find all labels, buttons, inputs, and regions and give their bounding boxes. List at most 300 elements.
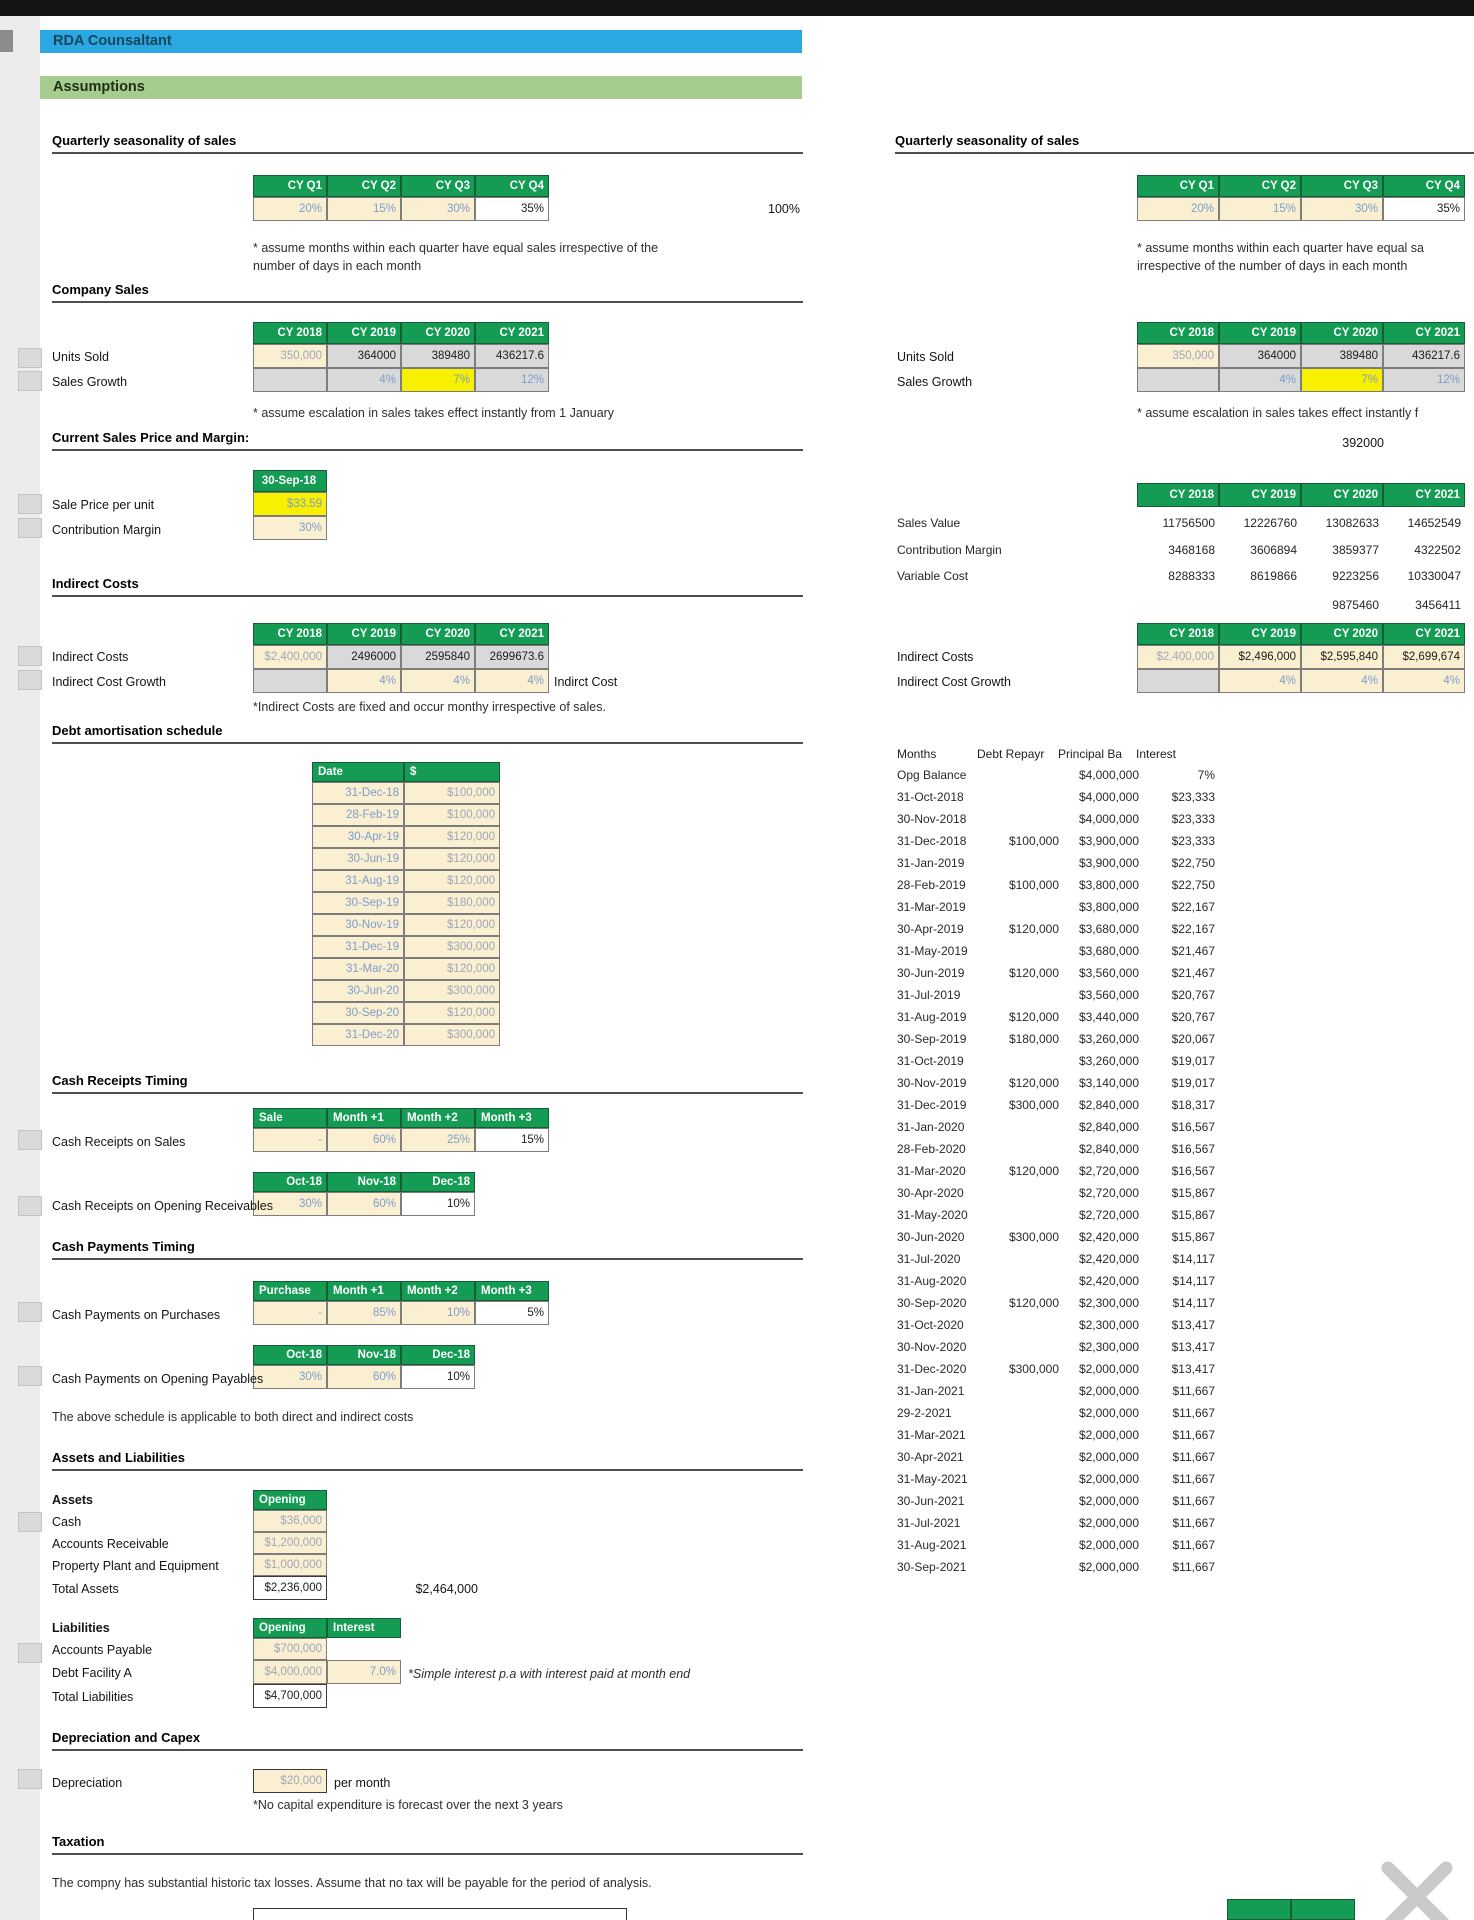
cell[interactable]: - [253, 1301, 327, 1325]
cell[interactable]: 389480 [1301, 344, 1383, 368]
cell[interactable]: 4% [401, 669, 475, 693]
cell[interactable]: $700,000 [253, 1638, 327, 1660]
cell[interactable]: $2,699,674 [1383, 645, 1465, 669]
date-cell[interactable]: 31-Dec-20 [312, 1024, 404, 1046]
cell[interactable]: $2,400,000 [1137, 645, 1219, 669]
repayment-cell [987, 988, 1059, 1010]
principal-cell: $2,420,000 [1078, 1230, 1139, 1244]
cell[interactable]: 2595840 [401, 645, 475, 669]
section-underline [52, 1749, 803, 1751]
debt-row[interactable] [312, 826, 500, 848]
column-header[interactable]: Month +1 [327, 1281, 401, 1301]
cell[interactable]: 15% [1219, 197, 1301, 221]
value[interactable]: 9875460 [1332, 598, 1379, 612]
debt-detail-row[interactable] [897, 1560, 1215, 1582]
debt-row[interactable] [312, 892, 500, 914]
section-underline [52, 742, 803, 744]
debt-detail-row[interactable] [897, 1516, 1215, 1538]
value[interactable]: 8619866 [1250, 569, 1297, 583]
interest-cell: $11,667 [1172, 1560, 1215, 1574]
date-cell[interactable]: 30-Apr-19 [312, 826, 404, 848]
header-row [253, 322, 549, 344]
debt-detail-row[interactable] [897, 1076, 1215, 1098]
cell[interactable] [1137, 669, 1219, 693]
helper-value: 392000 [1342, 436, 1384, 450]
repayment-cell [987, 1406, 1059, 1428]
repayment-cell [987, 812, 1059, 834]
row-stub [18, 1769, 42, 1789]
row-label: Total Liabilities [52, 1690, 134, 1704]
column-header[interactable]: CY 2018 [253, 623, 327, 645]
column-header[interactable]: CY 2019 [327, 623, 401, 645]
debt-row[interactable] [312, 958, 500, 980]
column-header: Principal Ba [1058, 747, 1123, 761]
cell[interactable]: $2,236,000 [253, 1576, 327, 1600]
cell[interactable]: 30% [253, 1192, 327, 1216]
debt-detail-row[interactable] [897, 966, 1215, 988]
value[interactable]: 8288333 [1168, 569, 1215, 583]
debt-detail-row[interactable] [897, 1208, 1215, 1230]
principal-cell: $2,720,000 [1078, 1164, 1139, 1178]
value[interactable]: 9223256 [1332, 569, 1379, 583]
repayment-cell [987, 900, 1059, 922]
column-header[interactable]: Dec-18 [401, 1345, 475, 1365]
amount-cell[interactable]: $120,000 [404, 870, 500, 892]
principal-cell: $4,000,000 [1078, 812, 1139, 826]
debt-detail-row[interactable] [897, 1164, 1215, 1186]
seasonality-note-right: * assume months within each quarter have equal sa [1137, 241, 1424, 255]
interest-cell: $11,667 [1172, 1472, 1215, 1486]
repayment-cell [987, 1208, 1059, 1230]
principal-cell: $3,800,000 [1078, 878, 1139, 892]
cell[interactable]: 15% [327, 197, 401, 221]
costs-row [1137, 645, 1465, 669]
company-sales-table [253, 322, 549, 392]
cell[interactable]: 30% [1301, 197, 1383, 221]
units-row [253, 344, 549, 368]
cell[interactable]: 60% [327, 1365, 401, 1389]
repayment-cell: $300,000 [1008, 1362, 1059, 1376]
debt-detail-row[interactable] [897, 1296, 1215, 1318]
column-header[interactable]: Purchase [253, 1281, 327, 1301]
cell[interactable]: 4% [475, 669, 549, 693]
cell[interactable]: 25% [401, 1128, 475, 1152]
month-cell: 30-Sep-2021 [897, 1560, 967, 1574]
row-label: Total Assets [52, 1582, 119, 1596]
value[interactable]: 14652549 [1407, 516, 1461, 530]
column-header[interactable]: Nov-18 [327, 1172, 401, 1192]
cell[interactable]: - [253, 1128, 327, 1152]
row-label: Cash Receipts on Sales [52, 1135, 186, 1149]
cell[interactable]: 7% [1301, 368, 1383, 392]
column-header[interactable]: CY 2021 [475, 623, 549, 645]
interest-cell: $11,667 [1172, 1516, 1215, 1530]
debt-row[interactable] [312, 1002, 500, 1024]
principal-cell: $2,420,000 [1078, 1274, 1139, 1288]
date-cell[interactable]: 30-Jun-19 [312, 848, 404, 870]
workbook-title: RDA Counsaltant [53, 33, 172, 49]
date-cell[interactable]: 30-Jun-20 [312, 980, 404, 1002]
interest-cell: $11,667 [1172, 1428, 1215, 1442]
value-row [253, 1192, 475, 1216]
interest-cell: $15,867 [1171, 1186, 1215, 1200]
cell[interactable]: 30% [253, 516, 327, 540]
cell[interactable]: $4,000,000 [253, 1660, 327, 1684]
interest-note: *Simple interest p.a with interest paid at month end [408, 1667, 691, 1681]
debt-detail-row[interactable] [897, 1054, 1215, 1076]
value[interactable]: 3606894 [1250, 543, 1297, 557]
costs-row [253, 645, 549, 669]
cell[interactable]: 4% [327, 669, 401, 693]
column-header[interactable]: CY Q2 [1219, 175, 1301, 197]
month-cell: 31-Aug-2021 [897, 1538, 967, 1552]
cell[interactable]: 7.0% [327, 1660, 401, 1684]
repayment-cell: $120,000 [1008, 922, 1059, 936]
row-label: Cash Receipts on Opening Receivables [52, 1199, 273, 1213]
repayment-cell [987, 944, 1059, 966]
debt-detail-row[interactable] [897, 922, 1215, 944]
column-header[interactable]: CY Q4 [1383, 175, 1465, 197]
debt-detail-row[interactable] [897, 1384, 1215, 1406]
column-header[interactable]: CY 2021 [1383, 623, 1465, 645]
section-underline [895, 152, 1474, 154]
debt-detail-row[interactable] [897, 1142, 1215, 1164]
principal-cell: $3,560,000 [1078, 966, 1139, 980]
column-header[interactable]: CY 2018 [1137, 483, 1219, 507]
column-header[interactable]: CY 2019 [1219, 623, 1301, 645]
principal-cell: $2,840,000 [1078, 1120, 1139, 1134]
debt-row[interactable] [312, 1024, 500, 1046]
cell[interactable]: $2,400,000 [253, 645, 327, 669]
debt-detail-row[interactable] [897, 988, 1215, 1010]
column-header[interactable]: CY Q3 [1301, 175, 1383, 197]
debt-detail-row[interactable] [897, 1318, 1215, 1340]
interest-cell: $11,667 [1172, 1494, 1215, 1508]
amount-cell[interactable]: $120,000 [404, 914, 500, 936]
month-cell: 28-Feb-2019 [897, 878, 966, 892]
row-label: Indirect Costs [897, 650, 974, 664]
row-label: Sale Price per unit [52, 498, 155, 512]
column-header[interactable]: CY 2020 [401, 623, 475, 645]
column-header[interactable]: CY 2021 [1383, 483, 1465, 507]
cell[interactable] [253, 669, 327, 693]
cell[interactable]: 2699673.6 [475, 645, 549, 669]
month-cell: 30-Jun-2019 [897, 966, 965, 980]
debt-detail-row[interactable] [897, 1494, 1215, 1516]
debt-detail-row[interactable] [897, 1010, 1215, 1032]
column-header: Interest [1136, 747, 1177, 761]
column-header[interactable]: CY 2020 [1301, 322, 1383, 344]
month-cell: 31-Dec-2020 [897, 1362, 967, 1376]
principal-cell: $3,260,000 [1078, 1054, 1139, 1068]
cell[interactable]: 10% [401, 1301, 475, 1325]
value[interactable]: 13082633 [1325, 516, 1379, 530]
row-stub [18, 1302, 42, 1322]
month-cell: 30-Sep-2019 [897, 1032, 967, 1046]
interest-cell: $20,067 [1171, 1032, 1215, 1046]
column-header[interactable]: CY 2019 [1219, 483, 1301, 507]
cell[interactable]: 35% [1383, 197, 1465, 221]
column-header[interactable]: CY 2021 [475, 322, 549, 344]
principal-cell: $3,560,000 [1078, 988, 1139, 1002]
amount-cell[interactable]: $300,000 [404, 1024, 500, 1046]
debt-detail-row[interactable] [897, 1098, 1215, 1120]
month-cell: Opg Balance [897, 768, 967, 782]
cell[interactable]: 4% [1301, 669, 1383, 693]
month-cell: 31-Oct-2018 [897, 790, 964, 804]
cell[interactable]: 436217.6 [1383, 344, 1465, 368]
cell[interactable]: 4% [327, 368, 401, 392]
date-cell[interactable]: 31-Dec-18 [312, 782, 404, 804]
cell[interactable]: 20% [253, 197, 327, 221]
cell[interactable]: 60% [327, 1192, 401, 1216]
debt-detail-row[interactable] [897, 1428, 1215, 1450]
amount-cell[interactable]: $180,000 [404, 892, 500, 914]
debt-detail-row[interactable] [897, 1230, 1215, 1252]
column-header[interactable]: CY Q3 [401, 175, 475, 197]
debt-detail-row[interactable] [897, 1538, 1215, 1560]
debt-row[interactable] [312, 870, 500, 892]
debt-row[interactable] [312, 804, 500, 826]
debt-detail-row[interactable] [897, 1032, 1215, 1054]
month-cell: 30-Nov-2019 [897, 1076, 967, 1090]
cell[interactable]: 30% [401, 197, 475, 221]
amount-cell[interactable]: $120,000 [404, 958, 500, 980]
date-cell[interactable]: 30-Nov-19 [312, 914, 404, 936]
cell[interactable]: 4% [1383, 669, 1465, 693]
cell[interactable]: 4% [1219, 368, 1301, 392]
close-icon[interactable] [1378, 1858, 1456, 1920]
column-header[interactable]: Sale [253, 1108, 327, 1128]
value[interactable]: 11756500 [1162, 516, 1215, 530]
interest-cell: $14,117 [1172, 1274, 1215, 1288]
row-label: Units Sold [52, 350, 109, 364]
section-underline [52, 1092, 803, 1094]
row-label: Contribution Margin [897, 543, 1002, 557]
cell[interactable]: $33.59 [253, 492, 327, 516]
seasonality-table [253, 175, 549, 221]
cell[interactable]: 15% [475, 1128, 549, 1152]
debt-detail-row[interactable] [897, 834, 1215, 856]
debt-detail-row[interactable] [897, 900, 1215, 922]
month-cell: 31-Jan-2020 [897, 1120, 965, 1134]
row-stub [18, 646, 42, 666]
debt-row[interactable] [312, 782, 500, 804]
month-cell: 31-Dec-2018 [897, 834, 967, 848]
debt-detail-row[interactable] [897, 878, 1215, 900]
amount-cell[interactable]: $120,000 [404, 848, 500, 870]
section-title-indirect-costs: Indirect Costs [52, 576, 139, 591]
column-header[interactable]: CY 2018 [253, 322, 327, 344]
cell[interactable]: 2496000 [327, 645, 401, 669]
seasonality-table-right [1137, 175, 1465, 221]
debt-detail-row[interactable] [897, 1120, 1215, 1142]
interest-cell: $22,167 [1171, 922, 1215, 936]
row-label: Units Sold [897, 350, 954, 364]
repayment-cell [987, 856, 1059, 878]
cell[interactable] [1137, 368, 1219, 392]
debt-detail-row[interactable] [897, 1406, 1215, 1428]
debt-detail-row[interactable] [897, 944, 1215, 966]
debt-detail-row[interactable] [897, 1450, 1215, 1472]
cell[interactable]: 4% [1219, 669, 1301, 693]
section-underline [52, 1853, 803, 1855]
row-stub [18, 1512, 42, 1532]
header-row [312, 762, 500, 782]
interest-cell: $20,767 [1171, 1010, 1215, 1024]
column-header[interactable]: Opening [253, 1618, 327, 1638]
column-header[interactable]: Month +2 [401, 1108, 475, 1128]
cell[interactable] [253, 368, 327, 392]
principal-cell: $3,900,000 [1078, 834, 1139, 848]
principal-cell: $3,440,000 [1078, 1010, 1139, 1024]
cell[interactable]: 12% [475, 368, 549, 392]
cell[interactable]: 7% [401, 368, 475, 392]
column-header[interactable]: 30-Sep-18 [253, 470, 327, 492]
section-title-seasonality-right: Quarterly seasonality of sales [895, 133, 1080, 148]
column-header[interactable]: Month +3 [475, 1108, 549, 1128]
column-header[interactable]: CY 2020 [401, 322, 475, 344]
debt-row[interactable] [312, 936, 500, 958]
cell[interactable]: 85% [327, 1301, 401, 1325]
amount-cell[interactable]: $120,000 [404, 1002, 500, 1024]
column-header[interactable]: Oct-18 [253, 1345, 327, 1365]
principal-cell: $2,000,000 [1078, 1384, 1139, 1398]
debt-detail-row[interactable] [897, 1274, 1215, 1296]
cell[interactable]: 35% [475, 197, 549, 221]
column-header[interactable]: Opening [253, 1490, 327, 1510]
column-header[interactable]: Dec-18 [401, 1172, 475, 1192]
section-title-taxation: Taxation [52, 1834, 105, 1849]
column-header[interactable]: $ [404, 762, 500, 782]
interest-cell: $18,317 [1171, 1098, 1215, 1112]
cell[interactable]: $2,496,000 [1219, 645, 1301, 669]
cell[interactable]: 364000 [1219, 344, 1301, 368]
amount-cell[interactable]: $100,000 [404, 782, 500, 804]
column-header[interactable]: CY 2019 [1219, 322, 1301, 344]
value[interactable]: 12226760 [1243, 516, 1297, 530]
amount-cell[interactable]: $300,000 [404, 936, 500, 958]
row-stub [18, 1196, 42, 1216]
month-cell: 31-Jul-2019 [897, 988, 961, 1002]
date-cell[interactable]: 28-Feb-19 [312, 804, 404, 826]
principal-cell: $3,680,000 [1078, 922, 1139, 936]
cell[interactable]: $1,000,000 [253, 1554, 327, 1576]
debt-detail-row[interactable] [897, 1472, 1215, 1494]
cell[interactable]: 20% [1137, 197, 1219, 221]
cell[interactable]: $1,200,000 [253, 1532, 327, 1554]
column-header[interactable]: CY Q4 [475, 175, 549, 197]
value[interactable]: 4322502 [1414, 543, 1461, 557]
column-header[interactable]: Interest [327, 1618, 401, 1638]
principal-cell: $4,000,000 [1078, 768, 1139, 782]
cell[interactable]: $2,595,840 [1301, 645, 1383, 669]
amount-cell[interactable]: $100,000 [404, 804, 500, 826]
header-row [1137, 322, 1465, 344]
debt-row[interactable] [312, 914, 500, 936]
repayment-cell: $180,000 [1008, 1032, 1059, 1046]
header-row [253, 1345, 475, 1365]
debt-detail-row[interactable] [897, 856, 1215, 878]
interest-cell: 7% [1197, 768, 1215, 782]
assets-table [253, 1490, 327, 1600]
cell[interactable]: 5% [475, 1301, 549, 1325]
cell[interactable]: 350,000 [1137, 344, 1219, 368]
cell[interactable]: 12% [1383, 368, 1465, 392]
cell[interactable]: 436217.6 [475, 344, 549, 368]
cell[interactable]: 364000 [327, 344, 401, 368]
column-header[interactable]: CY Q2 [327, 175, 401, 197]
column-header[interactable]: CY 2020 [1301, 483, 1383, 507]
debt-detail-row[interactable] [897, 1340, 1215, 1362]
debt-detail-row[interactable] [897, 1186, 1215, 1208]
value[interactable]: 3456411 [1415, 598, 1461, 612]
cell[interactable]: $36,000 [253, 1510, 327, 1532]
column-header[interactable]: Oct-18 [253, 1172, 327, 1192]
interest-cell: $15,867 [1171, 1230, 1215, 1244]
column-header[interactable]: CY 2018 [1137, 322, 1219, 344]
column-header[interactable]: Nov-18 [327, 1345, 401, 1365]
column-header[interactable]: CY 2018 [1137, 623, 1219, 645]
column-header[interactable]: CY Q1 [1137, 175, 1219, 197]
repayment-cell [987, 1340, 1059, 1362]
row-label: Cash [52, 1515, 82, 1529]
column-header[interactable]: Month +2 [401, 1281, 475, 1301]
cell[interactable]: 389480 [401, 344, 475, 368]
value[interactable]: 3859377 [1332, 543, 1379, 557]
debt-detail-row[interactable] [897, 1252, 1215, 1274]
column-header[interactable]: Month +1 [327, 1108, 401, 1128]
principal-cell: $3,680,000 [1078, 944, 1139, 958]
amount-cell[interactable]: $300,000 [404, 980, 500, 1002]
debt-detail-row[interactable] [897, 790, 1215, 812]
cell[interactable]: $4,700,000 [253, 1684, 327, 1708]
extra-values-row [897, 598, 1465, 612]
cell[interactable]: 60% [327, 1128, 401, 1152]
date-cell[interactable]: 31-Aug-19 [312, 870, 404, 892]
debt-detail-row[interactable] [897, 1362, 1215, 1384]
row-label: Indirect Costs [52, 650, 129, 664]
debt-detail-row[interactable] [897, 812, 1215, 834]
column-header[interactable]: CY 2021 [1383, 322, 1465, 344]
date-cell[interactable]: 30-Sep-20 [312, 1002, 404, 1024]
column-header[interactable]: CY 2019 [327, 322, 401, 344]
cell[interactable]: $20,000 [253, 1769, 327, 1793]
repayment-cell: $300,000 [1008, 1098, 1059, 1112]
column-header[interactable]: CY Q1 [253, 175, 327, 197]
date-cell[interactable]: 30-Sep-19 [312, 892, 404, 914]
row-stub [18, 1643, 42, 1663]
value[interactable]: 10330047 [1407, 569, 1461, 583]
company-sales-table-right [1137, 322, 1465, 392]
cell[interactable]: 30% [253, 1365, 327, 1389]
top-black-bar [0, 0, 1474, 16]
debt-row[interactable] [312, 980, 500, 1002]
date-cell[interactable]: 31-Mar-20 [312, 958, 404, 980]
cell[interactable]: 10% [401, 1192, 475, 1216]
amount-cell[interactable]: $120,000 [404, 826, 500, 848]
value[interactable]: 3468168 [1168, 543, 1215, 557]
debt-row[interactable] [312, 848, 500, 870]
cell[interactable]: 350,000 [253, 344, 327, 368]
date-cell[interactable]: 31-Dec-19 [312, 936, 404, 958]
column-header[interactable]: Month +3 [475, 1281, 549, 1301]
column-header[interactable]: CY 2020 [1301, 623, 1383, 645]
column-header[interactable]: Date [312, 762, 404, 782]
cell[interactable]: 10% [401, 1365, 475, 1389]
debt-detail-row[interactable] [897, 768, 1215, 790]
row-label: Indirect Cost Growth [897, 675, 1011, 689]
